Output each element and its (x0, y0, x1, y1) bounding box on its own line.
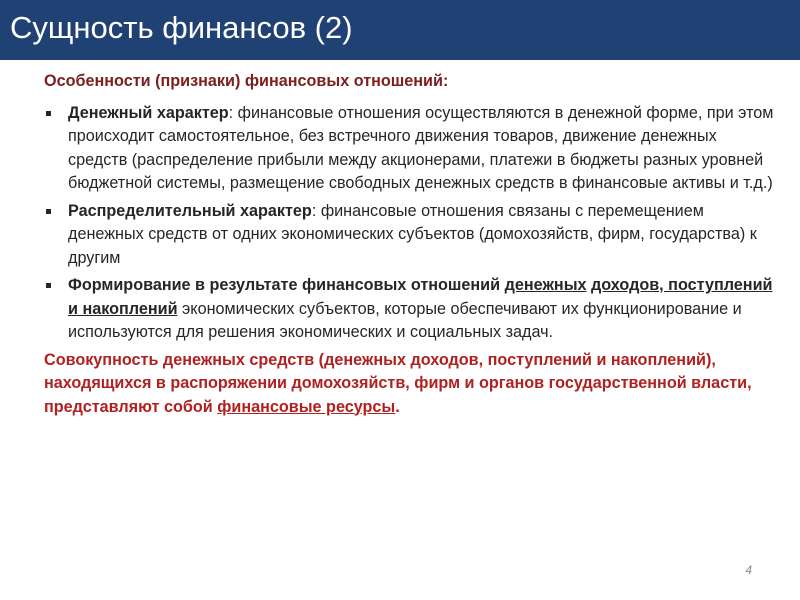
bullet-separator: : (228, 103, 238, 122)
square-bullet-icon (46, 283, 51, 288)
slide-subtitle: Особенности (признаки) финансовых отношений: (44, 72, 449, 90)
bullet-term: Денежный характер (68, 103, 229, 122)
conclusion-paragraph (44, 349, 780, 420)
bullet-item-monetary (44, 102, 780, 196)
conclusion-period: . (395, 397, 400, 416)
slide-title: Сущность финансов (2) (10, 10, 353, 45)
bullet-term-underlined: денежных (504, 276, 587, 294)
bullet-item-distributive (44, 200, 780, 271)
bullet-term: Формирование в результате финансовых отношений (68, 276, 501, 294)
page-number: 4 (745, 563, 752, 577)
conclusion-text: Совокупность денежных средств (денежных доходов, поступлений и накоплений), находящихся в распоряжении домохозяйств, фирм и органов государственной власти, представляют собой (44, 350, 752, 416)
slide-content (44, 70, 780, 419)
bullet-term: Распределительный характер (68, 201, 312, 220)
title-bar (0, 0, 800, 60)
bullet-term-underlined: доходов, поступлений и накоплений (68, 276, 773, 318)
bullet-list (44, 102, 780, 345)
square-bullet-icon (46, 111, 51, 116)
bullet-separator: : (311, 201, 321, 220)
bullet-item-formation (44, 274, 780, 345)
square-bullet-icon (46, 209, 51, 214)
bullet-text: финансовые отношения осуществляются в денежной форме, при этом происходит самостоятельное, без встречного движения товаров, движение денежных средств (распределение прибыли между акционерами, платежи в бюджеты разных уровней бюджетной системы, размещение свободных денежных средств в финансовые активы и т.д.) (68, 103, 774, 192)
bullet-text: финансовые отношения связаны с перемещением денежных средств от одних экономических субъектов (домохозяйств, фирм, государства) к другим (68, 201, 757, 267)
conclusion-term-link: финансовые ресурсы (217, 397, 396, 416)
bullet-text: экономических субъектов, которые обеспечивают их функционирование и используются для решения экономических и социальных задач. (68, 299, 742, 341)
